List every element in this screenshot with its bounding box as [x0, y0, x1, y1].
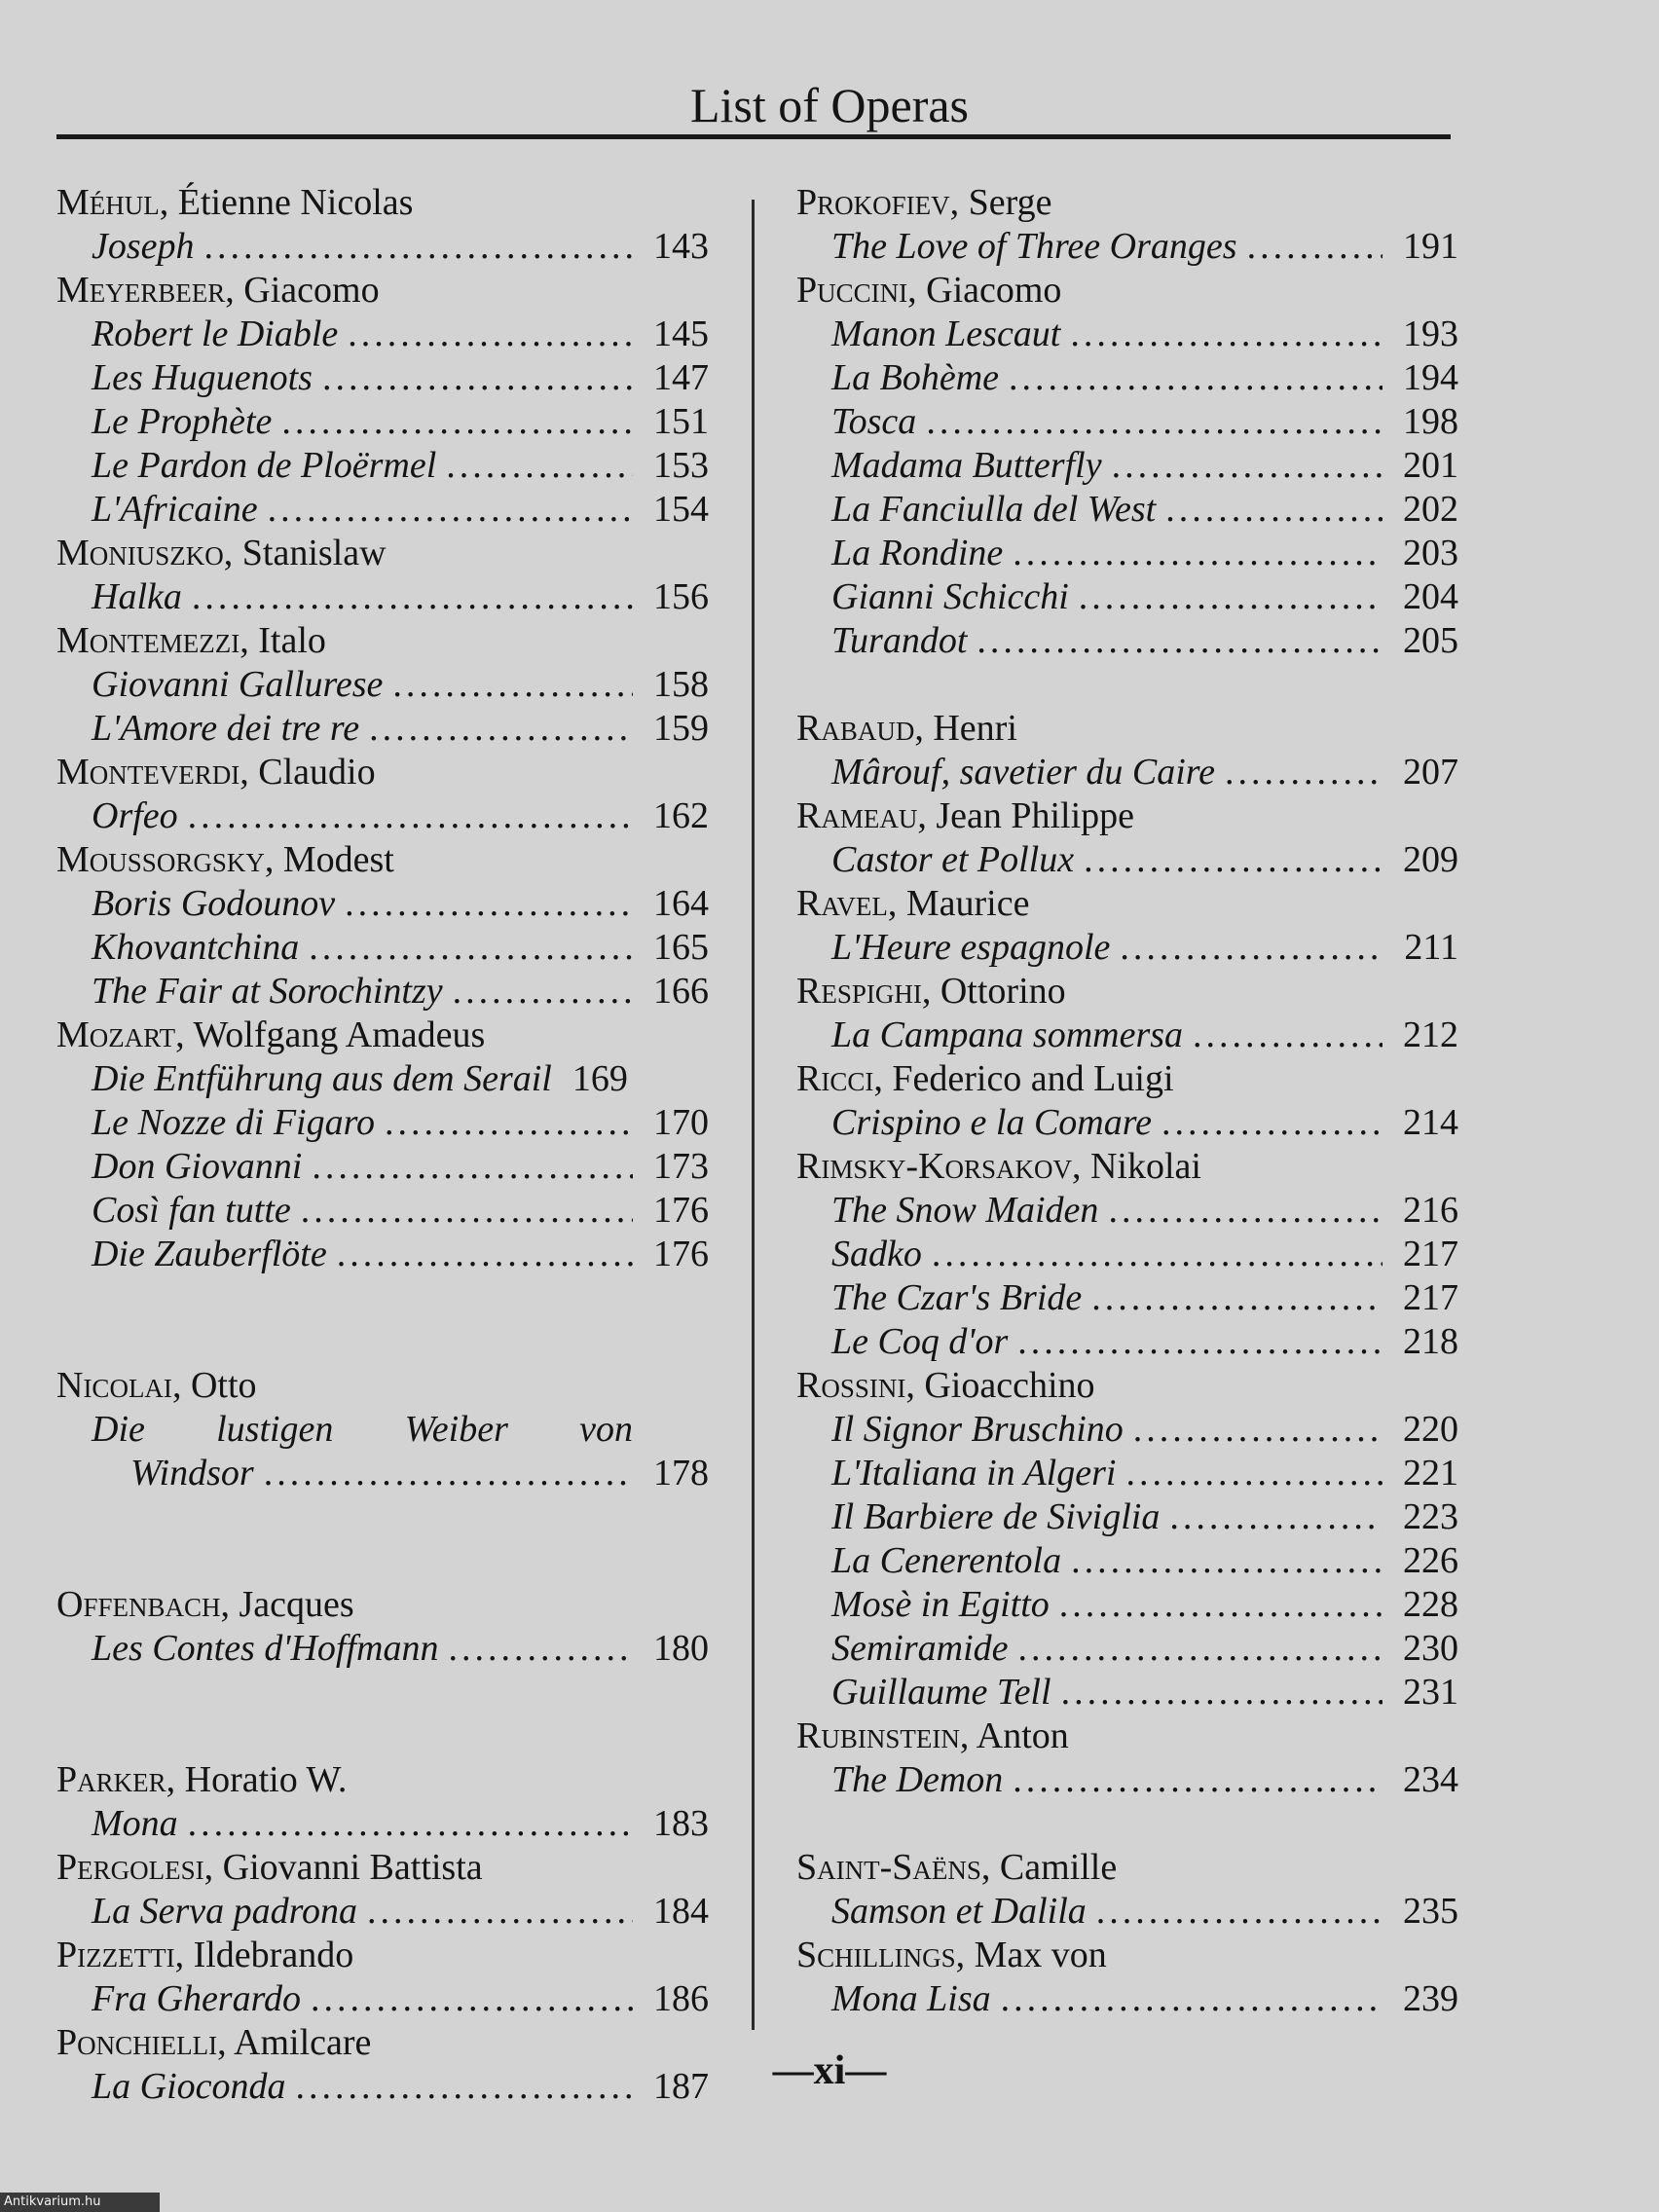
dot-leader [272, 400, 633, 444]
composer-surname: Pizzetti [56, 1935, 175, 1975]
left-column [56, 181, 709, 2109]
page-ref: 220 [1403, 1409, 1458, 1450]
composer-surname: Moniuszko [56, 533, 224, 573]
opera-title: Die Zauberflöte [92, 1234, 327, 1274]
opera-entry [56, 1408, 709, 1452]
dot-leader [338, 313, 633, 356]
opera-entry [796, 313, 1458, 356]
composer-heading [796, 1934, 1458, 1977]
dot-leader [443, 970, 633, 1014]
dot-leader [1160, 1495, 1382, 1539]
composer-surname: Nicolai [56, 1365, 172, 1406]
page-ref: 153 [653, 445, 709, 486]
composer-given-name: , Horatio W. [166, 1759, 348, 1800]
page-ref: 218 [1403, 1321, 1458, 1362]
page-ref: 180 [653, 1628, 709, 1669]
opera-entry [56, 1802, 709, 1846]
opera-title: Le Prophète [92, 401, 273, 442]
composer-given-name: , Maurice [887, 883, 1030, 924]
composer-surname: Rameau [796, 795, 918, 836]
watermark-footer: Antikvarium.hu [0, 2193, 160, 2212]
opera-title: La Fanciulla del West [831, 489, 1157, 530]
page-ref: 203 [1403, 533, 1458, 573]
composer-heading [56, 1758, 709, 1802]
page-ref: 234 [1403, 1759, 1458, 1800]
opera-title: Don Giovanni [92, 1146, 303, 1187]
dot-leader [1102, 444, 1382, 488]
opera-title: La Gioconda [92, 2066, 286, 2107]
opera-title: Le Pardon de Ploërmel [92, 445, 437, 486]
opera-entry [796, 1320, 1458, 1364]
dot-leader [1051, 1671, 1382, 1714]
dot-leader [1087, 1890, 1382, 1934]
opera-entry [56, 225, 709, 269]
dot-leader [254, 1452, 633, 1495]
dot-leader [357, 1890, 633, 1934]
dot-leader [1156, 488, 1382, 532]
opera-entry [56, 1057, 709, 1101]
dot-leader [999, 356, 1382, 400]
opera-title: Joseph [92, 226, 195, 267]
opera-entry [796, 1627, 1458, 1671]
composer-surname: Prokofiev [796, 182, 950, 223]
page-ref: 217 [1403, 1277, 1458, 1318]
page-ref: 162 [653, 795, 709, 836]
composer-given-name: , Otto [171, 1365, 257, 1406]
composer-given-name: , Jacques [220, 1584, 354, 1625]
page-title: List of Operas [689, 78, 970, 132]
opera-entry [796, 488, 1458, 532]
composer-heading [56, 532, 709, 575]
composer-given-name: , Henri [914, 708, 1017, 749]
opera-entry [796, 751, 1458, 794]
opera-title: L'Amore dei tre re [92, 708, 360, 749]
composer-surname: Mozart [56, 1014, 176, 1055]
opera-entry [796, 400, 1458, 444]
composer-surname: Rossini [796, 1365, 906, 1406]
composer-heading [796, 882, 1458, 926]
opera-title: Mârouf, savetier du Caire [831, 752, 1216, 793]
page-ref: 170 [653, 1102, 709, 1143]
opera-title: La Bohème [831, 357, 1000, 398]
page-ref: 204 [1403, 576, 1458, 617]
opera-title: Gianni Schicchi [831, 576, 1069, 617]
opera-title: Madama Butterfly [831, 445, 1102, 486]
dot-leader [1183, 1014, 1382, 1057]
composer-surname: Méhul [56, 182, 160, 223]
opera-title: Halka [92, 576, 182, 617]
opera-entry [56, 575, 709, 619]
dot-leader [375, 1101, 633, 1145]
page-ref: 223 [1403, 1496, 1458, 1537]
opera-entry [796, 1014, 1458, 1057]
page-ref: 154 [653, 489, 709, 530]
opera-title: The Demon [831, 1759, 1004, 1800]
composer-given-name: , Giacomo [907, 270, 1062, 311]
page-ref: 235 [1403, 1891, 1458, 1932]
page-number: —xi— [772, 2048, 887, 2093]
page-ref: 231 [1403, 1672, 1458, 1713]
opera-title: Die lustigen Weiber von [92, 1409, 633, 1450]
opera-title: The Snow Maiden [831, 1190, 1099, 1231]
page-ref: 211 [1404, 927, 1458, 968]
composer-given-name: , Giovanni Battista [203, 1847, 483, 1888]
composer-heading [796, 1145, 1458, 1189]
opera-entry [796, 356, 1458, 400]
opera-entry [796, 444, 1458, 488]
opera-entry [796, 1977, 1458, 2021]
spacer [56, 1276, 709, 1320]
dot-leader [327, 1233, 633, 1276]
composer-heading [796, 269, 1458, 313]
page-ref: 156 [653, 576, 709, 617]
composer-heading [56, 1583, 709, 1627]
composer-given-name: , Camille [980, 1847, 1118, 1888]
dot-leader [916, 400, 1382, 444]
dot-leader [195, 225, 633, 269]
page-ref: 165 [653, 927, 709, 968]
opera-entry [796, 1233, 1458, 1276]
opera-entry [56, 1189, 709, 1233]
page-ref: 164 [653, 883, 709, 924]
composer-surname: Pergolesi [56, 1847, 204, 1888]
opera-entry [56, 1452, 709, 1495]
page-ref: 183 [653, 1803, 709, 1844]
opera-entry [796, 1408, 1458, 1452]
composer-heading [796, 1364, 1458, 1408]
dot-leader [438, 1627, 633, 1671]
opera-entry [56, 1890, 709, 1934]
opera-entry [796, 619, 1458, 663]
page-ref: 169 [571, 1058, 628, 1099]
opera-title: Manon Lescaut [831, 313, 1061, 354]
page-ref: 239 [1403, 1978, 1458, 2019]
composer-surname: Ricci [796, 1058, 874, 1099]
opera-title: Les Contes d'Hoffmann [92, 1628, 439, 1669]
spacer [796, 663, 1458, 707]
page-ref: 212 [1403, 1014, 1458, 1055]
page-ref: 191 [1403, 226, 1458, 267]
composer-heading [796, 794, 1458, 838]
opera-title: Le Nozze di Figaro [92, 1102, 375, 1143]
opera-title: La Cenerentola [831, 1540, 1062, 1581]
spacer [56, 1671, 709, 1714]
spacer [56, 1714, 709, 1758]
opera-title: Samson et Dalila [831, 1891, 1087, 1932]
dot-leader [1003, 532, 1382, 575]
opera-entry [796, 575, 1458, 619]
composer-surname: Schillings [796, 1935, 956, 1975]
dot-leader [1215, 751, 1382, 794]
composer-heading [56, 181, 709, 225]
spacer [56, 1539, 709, 1583]
composer-surname: Respighi [796, 971, 922, 1012]
composer-surname: Ravel [796, 883, 888, 924]
opera-title: Mona Lisa [831, 1978, 991, 2019]
composer-heading [56, 1934, 709, 1977]
opera-title: La Rondine [831, 533, 1004, 573]
opera-title: L'Africaine [92, 489, 258, 530]
dot-leader [1009, 1627, 1382, 1671]
opera-title: Robert le Diable [92, 313, 339, 354]
opera-title: Windsor [130, 1453, 254, 1493]
page-ref: 221 [1403, 1453, 1458, 1493]
composer-heading [796, 181, 1458, 225]
composer-given-name: , Jean Philippe [917, 795, 1135, 836]
page-ref: 209 [1403, 839, 1458, 880]
spacer [796, 1802, 1458, 1846]
dot-leader [1098, 1189, 1382, 1233]
opera-title: Turandot [831, 620, 968, 661]
composer-given-name: , Nikolai [1071, 1146, 1201, 1187]
opera-title: L'Heure espagnole [831, 927, 1111, 968]
composer-surname: Monteverdi [56, 752, 240, 793]
composer-given-name: , Italo [240, 620, 326, 661]
composer-heading [796, 970, 1458, 1014]
dot-leader [299, 926, 633, 970]
dot-leader [1061, 1539, 1382, 1583]
opera-title: Orfeo [92, 795, 178, 836]
opera-title: Tosca [831, 401, 917, 442]
composer-surname: Puccini [796, 270, 908, 311]
spacer [56, 1320, 709, 1364]
dot-leader [182, 575, 633, 619]
page-ref: 216 [1403, 1190, 1458, 1231]
composer-given-name: , Wolfgang Amadeus [175, 1014, 486, 1055]
opera-entry [56, 1101, 709, 1145]
page-ref [633, 1408, 709, 1452]
page-ref: 158 [653, 664, 709, 705]
composer-given-name: , Ottorino [921, 971, 1066, 1012]
dot-leader [1069, 575, 1382, 619]
dot-leader [436, 444, 633, 488]
page-ref: 205 [1403, 620, 1458, 661]
opera-entry [56, 882, 709, 926]
opera-title: Guillaume Tell [831, 1672, 1051, 1713]
column-divider [752, 200, 755, 2030]
page-ref: 228 [1403, 1584, 1458, 1625]
opera-title: Mosè in Egitto [831, 1584, 1050, 1625]
composer-heading [56, 619, 709, 663]
opera-entry [796, 1758, 1458, 1802]
opera-entry [56, 488, 709, 532]
page-ref: 159 [653, 708, 709, 749]
opera-title: Semiramide [831, 1628, 1009, 1669]
composer-given-name: , Serge [949, 182, 1052, 223]
dot-leader [301, 1977, 633, 2021]
composer-heading [796, 707, 1458, 751]
dot-leader [335, 882, 633, 926]
opera-entry [796, 926, 1458, 970]
dot-leader [1237, 225, 1382, 269]
opera-entry [796, 225, 1458, 269]
composer-heading [796, 1057, 1458, 1101]
opera-title: Le Coq d'or [831, 1321, 1009, 1362]
dot-leader [359, 707, 633, 751]
composer-heading [56, 1846, 709, 1890]
composer-surname: Rubinstein [796, 1715, 960, 1756]
opera-title: Così fan tutte [92, 1190, 291, 1231]
page-ref: 151 [653, 401, 709, 442]
opera-title: Sadko [831, 1234, 922, 1274]
composer-given-name: , Ildebrando [174, 1935, 354, 1975]
dot-leader [178, 1802, 633, 1846]
opera-title: Crispino e la Comare [831, 1102, 1152, 1143]
opera-title: Die Entführung aus dem Serail [92, 1058, 552, 1099]
opera-title: Castor et Pollux [831, 839, 1075, 880]
page-ref: 201 [1403, 445, 1458, 486]
opera-entry [56, 794, 709, 838]
opera-title: The Czar's Bride [831, 1277, 1083, 1318]
opera-entry [56, 1977, 709, 2021]
opera-entry [796, 1189, 1458, 1233]
opera-title: Khovantchina [92, 927, 300, 968]
page-ref: 198 [1403, 401, 1458, 442]
opera-entry [56, 313, 709, 356]
dot-leader [1050, 1583, 1382, 1627]
composer-given-name: , Federico and Luigi [873, 1058, 1174, 1099]
opera-title: La Serva padrona [92, 1891, 358, 1932]
dot-leader [1008, 1320, 1382, 1364]
opera-entry [796, 1583, 1458, 1627]
page-ref: 166 [653, 971, 709, 1012]
composer-heading [56, 838, 709, 882]
composer-heading [56, 269, 709, 313]
composer-surname: Rimsky-Korsakov [796, 1146, 1072, 1187]
dot-leader [302, 1145, 633, 1189]
composer-given-name: , Max von [955, 1935, 1107, 1975]
composer-given-name: , Anton [959, 1715, 1069, 1756]
page-ref: 214 [1403, 1102, 1458, 1143]
composer-heading [796, 1714, 1458, 1758]
opera-entry [56, 926, 709, 970]
opera-title: Les Huguenots [92, 357, 313, 398]
composer-given-name: , Stanislaw [223, 533, 387, 573]
composer-surname: Montemezzi [56, 620, 240, 661]
dot-leader [313, 356, 633, 400]
composer-given-name: , Modest [264, 839, 394, 880]
dot-leader [1152, 1101, 1382, 1145]
page-ref: 217 [1403, 1234, 1458, 1274]
opera-entry [56, 707, 709, 751]
opera-entry [796, 1101, 1458, 1145]
page-ref: 145 [653, 313, 709, 354]
opera-title: Il Signor Bruschino [831, 1409, 1124, 1450]
opera-entry [796, 1890, 1458, 1934]
dot-leader [1060, 313, 1382, 356]
opera-title: Boris Godounov [92, 883, 336, 924]
page-ref: 202 [1403, 489, 1458, 530]
opera-entry [796, 1671, 1458, 1714]
opera-entry [56, 1233, 709, 1276]
opera-title: The Love of Three Oranges [831, 226, 1237, 267]
dot-leader [1110, 926, 1382, 970]
composer-heading [796, 1846, 1458, 1890]
page-ref: 226 [1403, 1540, 1458, 1581]
dot-leader [1074, 838, 1382, 882]
dot-leader [1082, 1276, 1382, 1320]
dot-leader [258, 488, 633, 532]
page-ref: 186 [653, 1978, 709, 2019]
opera-entry [56, 663, 709, 707]
spacer [56, 1495, 709, 1539]
composer-heading [56, 1364, 709, 1408]
opera-title: La Campana sommersa [831, 1014, 1184, 1055]
dot-leader [1124, 1408, 1382, 1452]
page-ref: 173 [653, 1146, 709, 1187]
composer-given-name: , Étienne Nicolas [159, 182, 414, 223]
composer-surname: Moussorgsky [56, 839, 265, 880]
opera-entry [56, 1627, 709, 1671]
dot-leader [178, 794, 633, 838]
page-ref: 178 [653, 1453, 709, 1493]
opera-entry [796, 838, 1458, 882]
page-ref: 230 [1403, 1628, 1458, 1669]
dot-leader [1116, 1452, 1382, 1495]
opera-entry [56, 400, 709, 444]
dot-leader [1003, 1758, 1382, 1802]
opera-entry [796, 532, 1458, 575]
page-ref: 147 [653, 357, 709, 398]
dot-leader [967, 619, 1382, 663]
opera-title: Giovanni Gallurese [92, 664, 384, 705]
composer-given-name: , Claudio [240, 752, 376, 793]
opera-entry [56, 970, 709, 1014]
composer-surname: Meyerbeer [56, 270, 226, 311]
opera-title: L'Italiana in Algeri [831, 1453, 1117, 1493]
opera-entry [56, 1145, 709, 1189]
composer-surname: Offenbach [56, 1584, 221, 1625]
composer-surname: Saint-Saëns [796, 1847, 981, 1888]
page-ref: 194 [1403, 357, 1458, 398]
dot-leader [991, 1977, 1382, 2021]
composer-heading [56, 751, 709, 794]
page-ref: 176 [653, 1234, 709, 1274]
page-ref: 207 [1403, 752, 1458, 793]
opera-entry [56, 356, 709, 400]
opera-entry [796, 1276, 1458, 1320]
opera-title: The Fair at Sorochintzy [92, 971, 443, 1012]
composer-given-name: , Gioacchino [905, 1365, 1095, 1406]
opera-entry [796, 1452, 1458, 1495]
right-column [796, 181, 1458, 2021]
page-ref: 184 [653, 1891, 709, 1932]
opera-title: Fra Gherardo [92, 1978, 301, 2019]
composer-surname: Rabaud [796, 708, 915, 749]
opera-entry [56, 444, 709, 488]
opera-entry [796, 1495, 1458, 1539]
page-ref: 187 [653, 2066, 709, 2107]
dot-leader [383, 663, 633, 707]
page-ref: 176 [653, 1190, 709, 1231]
dot-leader [291, 1189, 633, 1233]
page-ref: 143 [653, 226, 709, 267]
title-rule [56, 134, 1451, 139]
opera-entry [796, 1539, 1458, 1583]
composer-surname: Ponchielli [56, 2022, 218, 2063]
composer-given-name: , Giacomo [225, 270, 380, 311]
page-ref: 193 [1403, 313, 1458, 354]
composer-surname: Parker [56, 1759, 166, 1800]
composer-heading [56, 1014, 709, 1057]
opera-title: Mona [92, 1803, 178, 1844]
composer-given-name: , Amilcare [217, 2022, 372, 2063]
opera-title: Il Barbiere de Siviglia [831, 1496, 1161, 1537]
dot-leader [922, 1233, 1382, 1276]
